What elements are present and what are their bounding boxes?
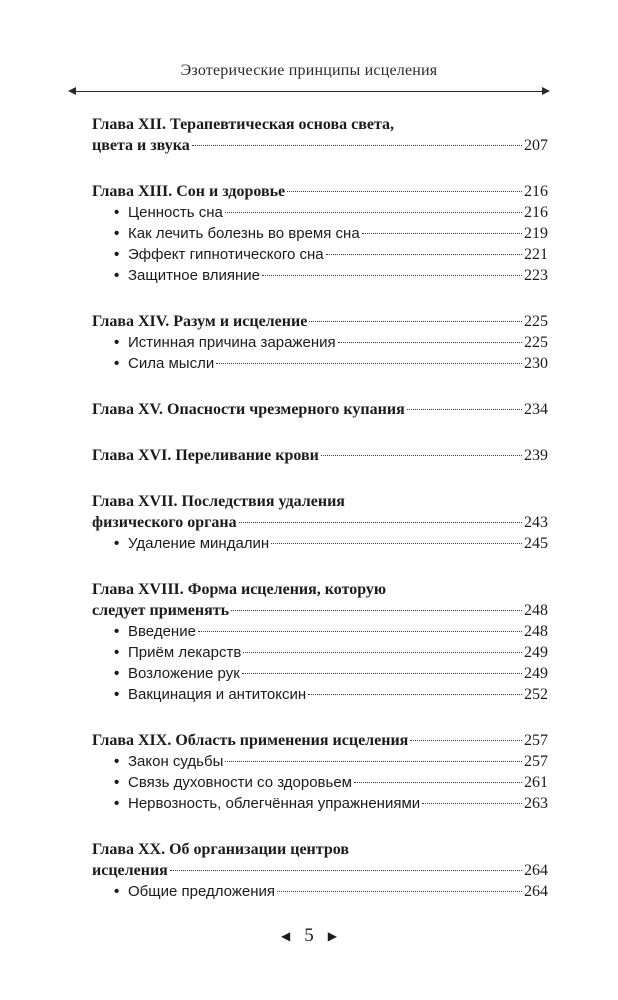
- table-of-contents: [92, 114, 548, 927]
- entry-title: Глава XX. Об организации центров: [92, 841, 349, 858]
- bullet-icon: •: [114, 355, 120, 372]
- bullet-icon: •: [114, 883, 120, 900]
- dot-leader: [242, 673, 522, 674]
- dot-leader: [277, 891, 522, 892]
- entry-page-number: 252: [524, 686, 548, 703]
- entry-title: Глава XIII. Сон и здоровье: [92, 183, 286, 200]
- rule-right-arrow-icon: [542, 87, 550, 95]
- dot-leader: [262, 275, 522, 276]
- dot-leader: [170, 870, 522, 871]
- bullet-icon: •: [114, 623, 120, 640]
- dot-leader: [287, 191, 522, 192]
- entry-title: Возложение рук: [128, 665, 240, 682]
- page-number: 5: [304, 925, 314, 946]
- toc-chapter: [92, 445, 548, 466]
- bullet-icon: •: [114, 753, 120, 770]
- toc-chapter: [92, 181, 548, 286]
- dot-leader: [225, 761, 522, 762]
- bullet-icon: •: [114, 686, 120, 703]
- bullet-icon: •: [114, 795, 120, 812]
- dot-leader: [271, 543, 522, 544]
- entry-title: Глава XIV. Разум и исцеление: [92, 313, 308, 330]
- dot-leader: [192, 145, 522, 146]
- toc-chapter: [92, 491, 548, 554]
- chapter-title-line[interactable]: [92, 399, 548, 420]
- bullet-icon: •: [114, 246, 120, 263]
- entry-page-number: 264: [524, 883, 548, 900]
- toc-chapter: [92, 839, 548, 902]
- dot-leader: [216, 363, 522, 364]
- entry-page-number: 219: [524, 225, 548, 242]
- bullet-icon: •: [114, 204, 120, 221]
- toc-chapter: [92, 579, 548, 705]
- bullet-icon: •: [114, 774, 120, 791]
- toc-subentry[interactable]: [92, 621, 548, 642]
- entry-title: Общие предложения: [128, 883, 275, 900]
- entry-page-number: 249: [524, 644, 548, 661]
- entry-page-number: 248: [524, 623, 548, 640]
- toc-subentry[interactable]: [92, 772, 548, 793]
- rule-left-arrow-icon: [68, 87, 76, 95]
- chapter-title-line[interactable]: [92, 491, 548, 512]
- toc-chapter: [92, 311, 548, 374]
- chapter-title-line[interactable]: [92, 311, 548, 332]
- entry-page-number: 223: [524, 267, 548, 284]
- entry-title: Истинная причина заражения: [128, 334, 336, 351]
- toc-subentry[interactable]: [92, 793, 548, 814]
- entry-title: Нервозность, облегчённая упражнениями: [128, 795, 421, 812]
- toc-subentry[interactable]: [92, 223, 548, 244]
- entry-page-number: 243: [524, 514, 548, 531]
- dot-leader: [326, 254, 522, 255]
- toc-subentry[interactable]: [92, 202, 548, 223]
- entry-title: Введение: [128, 623, 196, 640]
- chapter-title-line[interactable]: [92, 512, 548, 533]
- chapter-title-line[interactable]: [92, 181, 548, 202]
- dot-leader: [321, 455, 522, 456]
- toc-subentry[interactable]: [92, 751, 548, 772]
- dot-leader: [338, 342, 522, 343]
- entry-page-number: 257: [524, 753, 548, 770]
- entry-title: Глава XVIII. Форма исцеления, которую: [92, 581, 387, 598]
- entry-title: Глава XVII. Последствия удаления: [92, 493, 345, 510]
- toc-subentry[interactable]: [92, 244, 548, 265]
- entry-title: Глава XV. Опасности чрезмерного купания: [92, 401, 405, 418]
- chapter-title-line[interactable]: [92, 600, 548, 621]
- toc-subentry[interactable]: [92, 881, 548, 902]
- right-arrow-icon: ▶: [327, 929, 337, 944]
- header-rule: [70, 91, 548, 92]
- entry-page-number: 234: [524, 401, 548, 418]
- entry-page-number: 221: [524, 246, 548, 263]
- entry-page-number: 207: [524, 137, 548, 154]
- page-footer: [0, 925, 618, 947]
- entry-title: Приём лекарств: [128, 644, 242, 661]
- dot-leader: [422, 803, 522, 804]
- entry-page-number: 257: [524, 732, 548, 749]
- bullet-icon: •: [114, 334, 120, 351]
- dot-leader: [231, 610, 522, 611]
- toc-subentry[interactable]: [92, 265, 548, 286]
- dot-leader: [243, 652, 522, 653]
- entry-page-number: 249: [524, 665, 548, 682]
- chapter-title-line[interactable]: [92, 579, 548, 600]
- entry-title: Связь духовности со здоровьем: [128, 774, 352, 791]
- entry-title: Глава XIX. Область применения исцеления: [92, 732, 409, 749]
- entry-page-number: 239: [524, 447, 548, 464]
- bullet-icon: •: [114, 644, 120, 661]
- toc-subentry[interactable]: [92, 684, 548, 705]
- entry-title: Вакцинация и антитоксин: [128, 686, 307, 703]
- entry-page-number: 263: [524, 795, 548, 812]
- dot-leader: [225, 212, 522, 213]
- entry-title: Закон судьбы: [128, 753, 224, 770]
- toc-subentry[interactable]: [92, 332, 548, 353]
- entry-page-number: 216: [524, 183, 548, 200]
- entry-title: физического органа: [92, 514, 237, 531]
- dot-leader: [198, 631, 522, 632]
- left-arrow-icon: ◀: [281, 929, 291, 944]
- toc-chapter: [92, 399, 548, 420]
- toc-chapter: [92, 114, 548, 156]
- bullet-icon: •: [114, 267, 120, 284]
- entry-title: Ценность сна: [128, 204, 223, 221]
- chapter-title-line[interactable]: [92, 730, 548, 751]
- chapter-title-line[interactable]: [92, 839, 548, 860]
- dot-leader: [410, 740, 522, 741]
- dot-leader: [407, 409, 522, 410]
- entry-page-number: 261: [524, 774, 548, 791]
- running-head: Эзотерические принципы исцеления: [180, 62, 438, 79]
- entry-page-number: 225: [524, 313, 548, 330]
- entry-title: исцеления: [92, 862, 168, 879]
- toc-chapter: [92, 730, 548, 814]
- bullet-icon: •: [114, 225, 120, 242]
- chapter-title-line[interactable]: [92, 445, 548, 466]
- entry-title: Защитное влияние: [128, 267, 261, 284]
- entry-page-number: 216: [524, 204, 548, 221]
- entry-title: Глава XVI. Переливание крови: [92, 447, 319, 464]
- dot-leader: [362, 233, 522, 234]
- toc-subentry[interactable]: [92, 533, 548, 554]
- entry-title: цвета и звука: [92, 137, 190, 154]
- toc-subentry[interactable]: [92, 353, 548, 374]
- toc-subentry[interactable]: [92, 642, 548, 663]
- entry-title: Как лечить болезнь во время сна: [128, 225, 360, 242]
- entry-page-number: 248: [524, 602, 548, 619]
- dot-leader: [309, 321, 522, 322]
- bullet-icon: •: [114, 665, 120, 682]
- entry-title: Сила мысли: [128, 355, 215, 372]
- entry-page-number: 245: [524, 535, 548, 552]
- chapter-title-line[interactable]: [92, 114, 548, 135]
- dot-leader: [354, 782, 522, 783]
- entry-title: Удаление миндалин: [128, 535, 270, 552]
- bullet-icon: •: [114, 535, 120, 552]
- entry-page-number: 225: [524, 334, 548, 351]
- entry-title: следует применять: [92, 602, 230, 619]
- dot-leader: [308, 694, 522, 695]
- entry-page-number: 264: [524, 862, 548, 879]
- entry-title: Глава XII. Терапевтическая основа света,: [92, 116, 395, 133]
- toc-subentry[interactable]: [92, 663, 548, 684]
- dot-leader: [239, 522, 522, 523]
- entry-page-number: 230: [524, 355, 548, 372]
- chapter-title-line[interactable]: [92, 135, 548, 156]
- chapter-title-line[interactable]: [92, 860, 548, 881]
- entry-title: Эффект гипнотического сна: [128, 246, 324, 263]
